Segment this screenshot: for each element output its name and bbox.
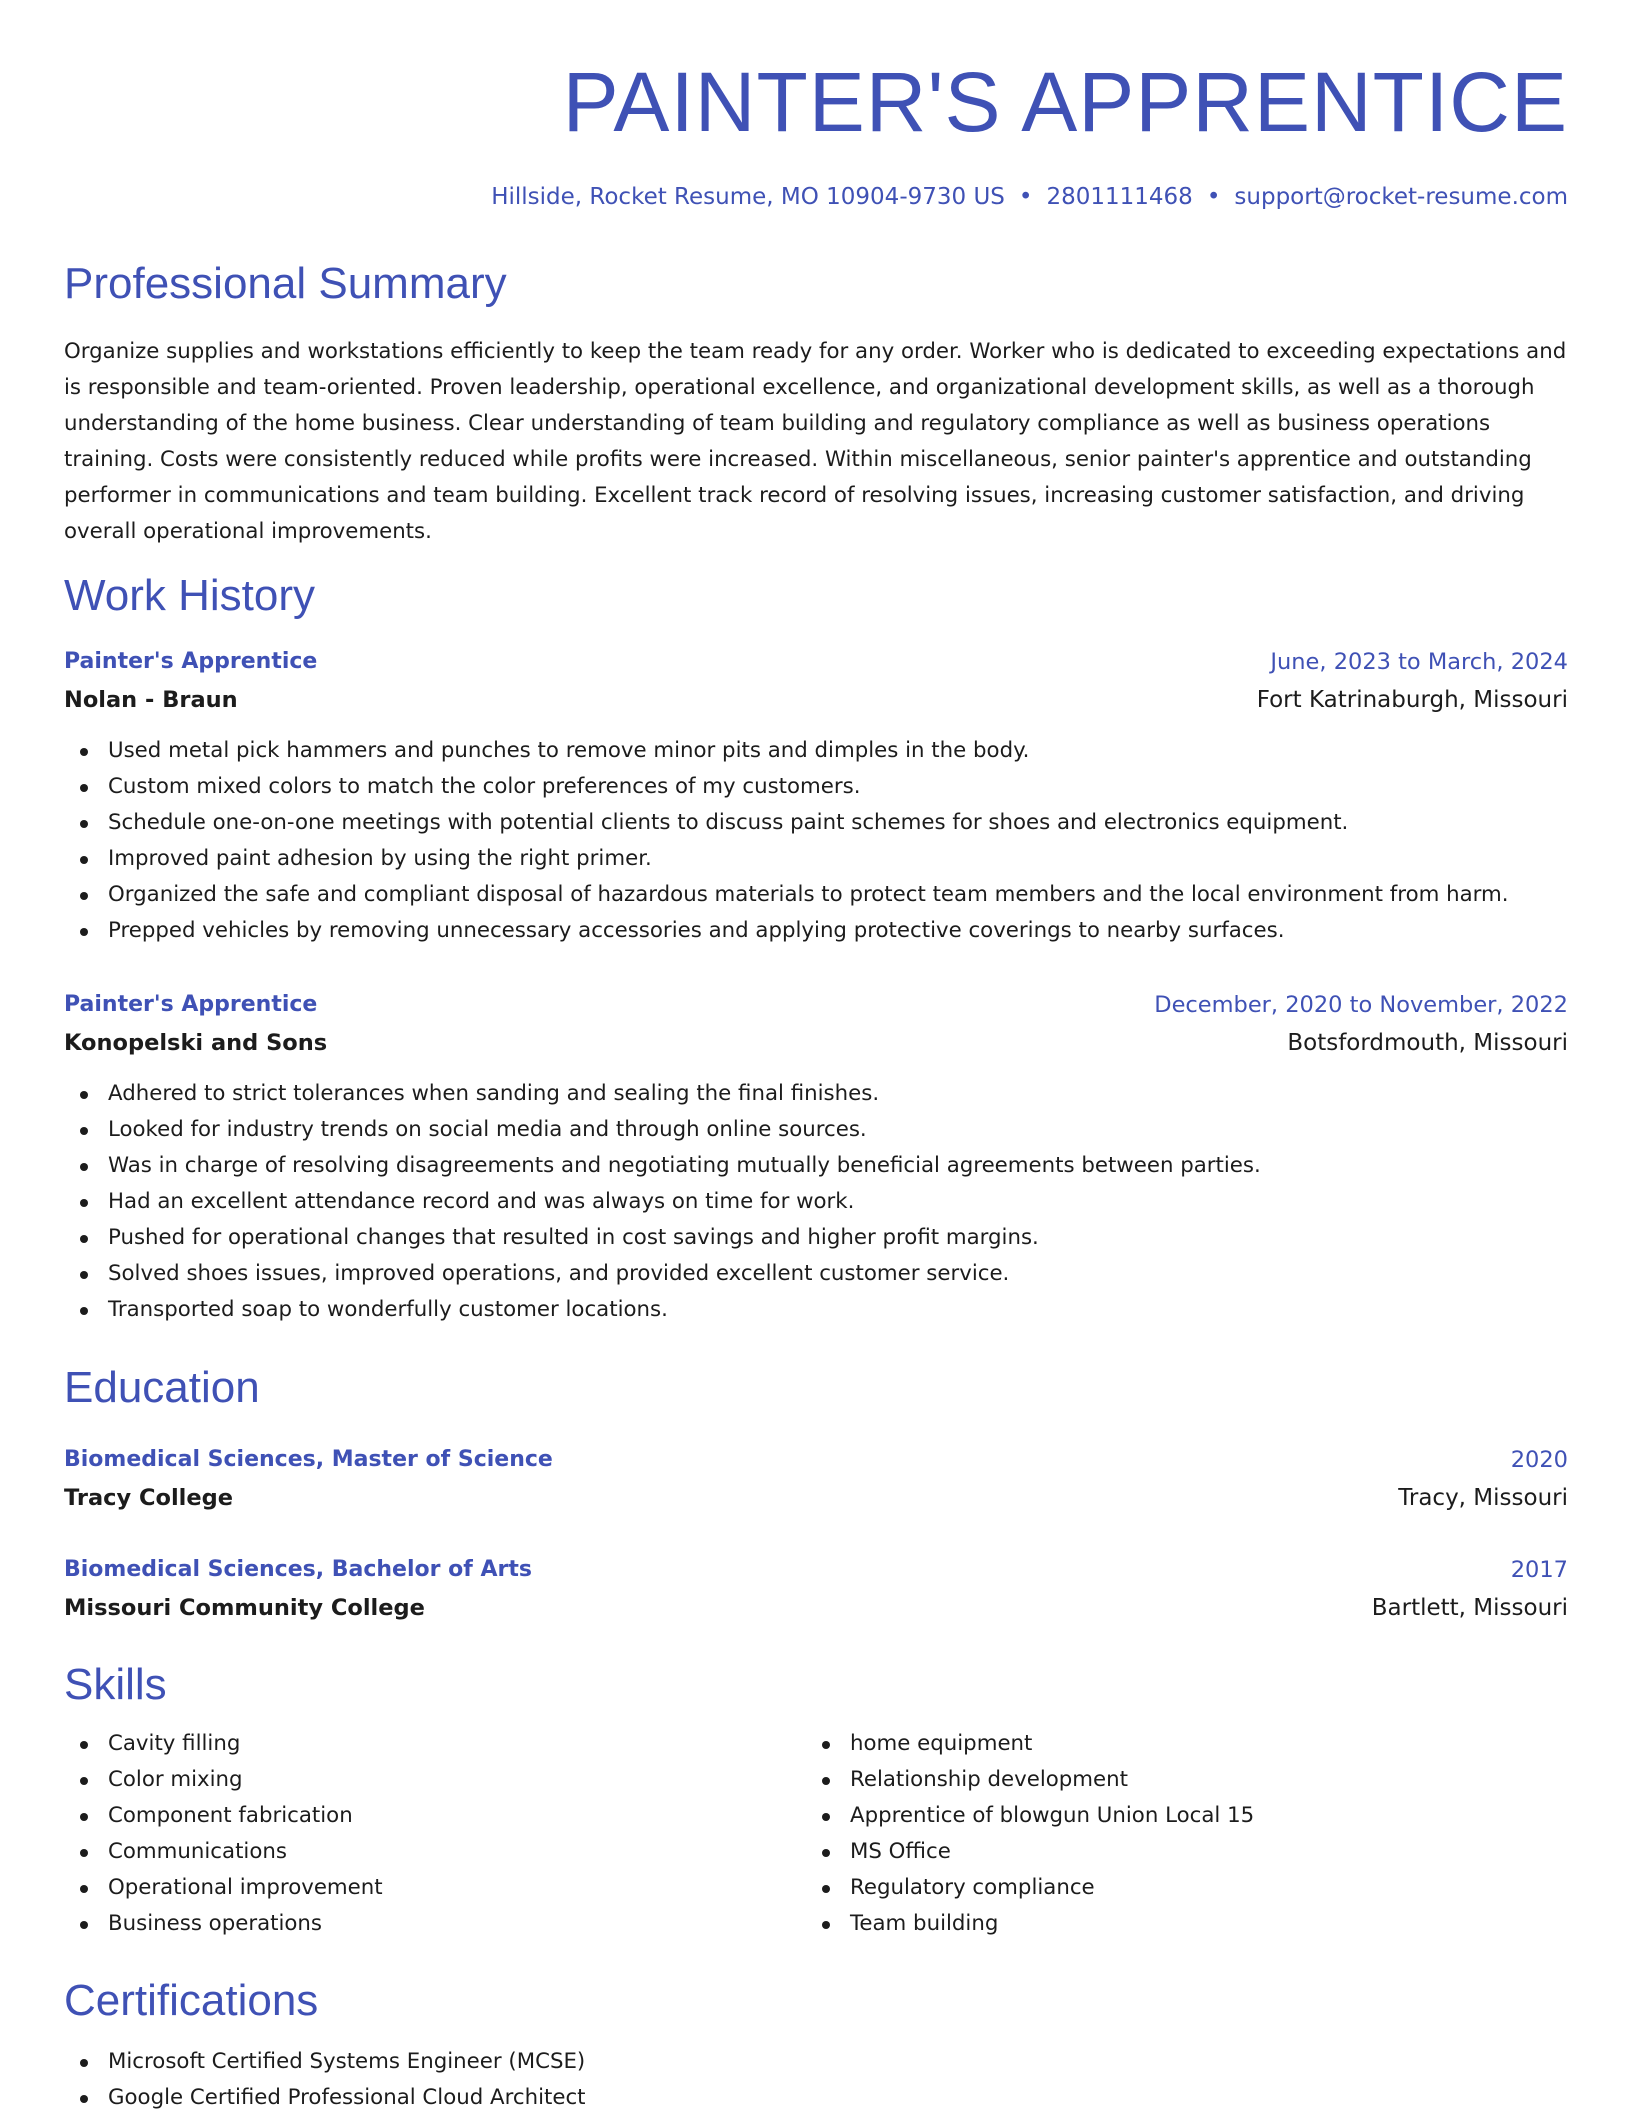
contact-separator: •: [1018, 184, 1033, 210]
contact-separator: •: [1206, 184, 1221, 210]
skill-item: Relationship development: [806, 1762, 1254, 1798]
graduation-year: 2017: [1510, 1557, 1568, 1583]
job-duties-list: [64, 1076, 1568, 1328]
job-company: Konopelski and Sons: [64, 1030, 328, 1056]
job-location: Botsfordmouth, Missouri: [1287, 1030, 1568, 1056]
job-title: Painter's Apprentice: [64, 992, 318, 1017]
skill-item: home equipment: [806, 1726, 1254, 1762]
job-title: Painter's Apprentice: [64, 649, 318, 674]
job-duty: Had an excellent attendance record and was always on time for work.: [64, 1184, 1568, 1220]
job-duty: Improved paint adhesion by using the right primer.: [64, 841, 1568, 877]
school-location: Tracy, Missouri: [1398, 1485, 1568, 1511]
job-duty: Looked for industry trends on social media and through online sources.: [64, 1112, 1568, 1148]
skill-item: Team building: [806, 1906, 1254, 1942]
job-dates: June, 2023 to March, 2024: [1270, 649, 1568, 675]
education-entry: [64, 1441, 1568, 1517]
certifications-heading: Certifications: [64, 1976, 319, 2025]
skill-item: Communications: [64, 1834, 383, 1870]
work-history-heading: Work History: [64, 571, 315, 620]
contact-line: [491, 180, 1568, 214]
contact-phone: 2801111468: [1046, 184, 1193, 210]
degree: Biomedical Sciences, Master of Science: [64, 1447, 553, 1472]
job-duty: Pushed for operational changes that resulted in cost savings and higher profit margins.: [64, 1220, 1568, 1256]
job-duty: Used metal pick hammers and punches to remove minor pits and dimples in the body.: [64, 733, 1568, 769]
skill-item: Operational improvement: [64, 1870, 383, 1906]
skill-item: Cavity filling: [64, 1726, 383, 1762]
school-name: Missouri Community College: [64, 1595, 425, 1621]
job-location: Fort Katrinaburgh, Missouri: [1256, 687, 1568, 713]
summary-text: Organize supplies and workstations efficiently to keep the team ready for any order. Worker who is dedicated to exceeding expectations and is responsible and team-oriented. Proven leadership, operational excellence, and organizational development skills, as well as a thorough understanding of the home business. Clear understanding of team building and regulatory compliance as well as business operations training. Costs were consistently reduced while profits were increased. Within miscellaneous, senior painter's apprentice and outstanding performer in communications and team building. Excellent track record of resolving issues, increasing customer satisfaction, and driving overall operational improvements.: [64, 339, 1567, 544]
job-duty: Prepped vehicles by removing unnecessary accessories and applying protective coverings to nearby surfaces.: [64, 913, 1568, 949]
job-duty: Custom mixed colors to match the color preferences of my customers.: [64, 769, 1568, 805]
job-entry: [64, 643, 1568, 949]
skill-item: Regulatory compliance: [806, 1870, 1254, 1906]
summary-heading: Professional Summary: [64, 259, 507, 308]
skills-heading: Skills: [64, 1660, 167, 1709]
job-company: Nolan - Braun: [64, 687, 238, 713]
certification-item: Google Certified Professional Cloud Architect: [64, 2080, 586, 2116]
certifications-list: [64, 2044, 586, 2116]
skill-item: Component fabrication: [64, 1798, 383, 1834]
certification-item: Microsoft Certified Systems Engineer (MCSE): [64, 2044, 586, 2080]
education-entry: [64, 1551, 1568, 1627]
job-duty: Adhered to strict tolerances when sanding and sealing the final finishes.: [64, 1076, 1568, 1112]
school-location: Bartlett, Missouri: [1371, 1595, 1568, 1621]
candidate-name: PAINTER'S APPRENTICE: [562, 55, 1568, 149]
skill-item: Color mixing: [64, 1762, 383, 1798]
school-name: Tracy College: [64, 1485, 234, 1511]
job-duty: Organized the safe and compliant disposal of hazardous materials to protect team members and the local environment from harm.: [64, 877, 1568, 913]
skills-list-left: [64, 1726, 383, 1942]
job-duty: Schedule one-on-one meetings with potential clients to discuss paint schemes for shoes and electronics equipment.: [64, 805, 1568, 841]
skill-item: Business operations: [64, 1906, 383, 1942]
skills-list-right: [806, 1726, 1254, 1942]
job-duties-list: [64, 733, 1568, 949]
skill-item: MS Office: [806, 1834, 1254, 1870]
skill-item: Apprentice of blowgun Union Local 15: [806, 1798, 1254, 1834]
degree: Biomedical Sciences, Bachelor of Arts: [64, 1557, 532, 1582]
job-duty: Transported soap to wonderfully customer locations.: [64, 1292, 1568, 1328]
contact-email[interactable]: support@rocket-resume.com: [1234, 184, 1568, 210]
graduation-year: 2020: [1510, 1447, 1568, 1473]
job-duty: Was in charge of resolving disagreements and negotiating mutually beneficial agreements between parties.: [64, 1148, 1568, 1184]
contact-address: Hillside, Rocket Resume, MO 10904-9730 US: [491, 184, 1005, 210]
job-duty: Solved shoes issues, improved operations, and provided excellent customer service.: [64, 1256, 1568, 1292]
education-heading: Education: [64, 1363, 260, 1412]
job-entry: [64, 986, 1568, 1328]
job-dates: December, 2020 to November, 2022: [1154, 992, 1568, 1018]
